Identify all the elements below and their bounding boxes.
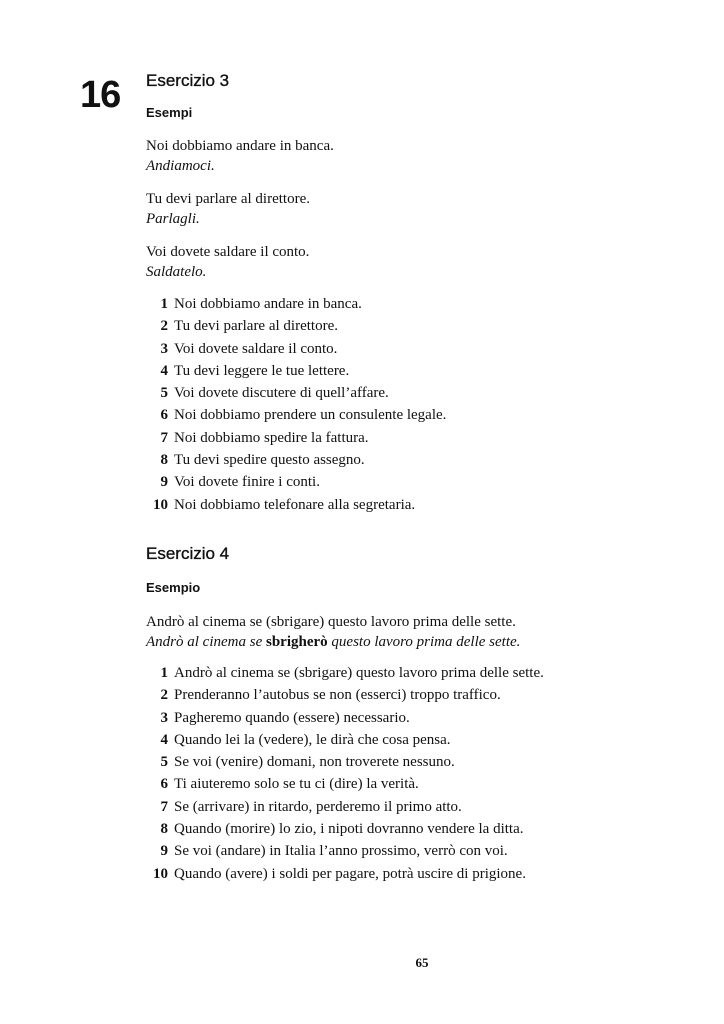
item-number: 10: [153, 496, 168, 513]
exercise-3-list: [146, 293, 666, 516]
item-number: 9: [160, 843, 168, 860]
item-text: Tu devi parlare al direttore.: [174, 318, 338, 335]
list-item: [146, 796, 666, 818]
list-item: [146, 315, 666, 337]
exercise-4-subtitle: Esempio: [146, 579, 201, 595]
item-text: Se voi (andare) in Italia l’anno prossimo, verrò con voi.: [174, 843, 508, 860]
item-text: Andrò al cinema se (sbrigare) questo lavoro prima delle sette.: [174, 664, 544, 681]
exercise-4: [146, 543, 666, 885]
example-answer: Andiamoci.: [146, 158, 215, 174]
list-item: [146, 338, 666, 360]
exercise-3-title: Esercizio 3: [146, 71, 230, 90]
item-number: 3: [160, 709, 168, 726]
list-item: [146, 707, 666, 729]
list-item: [146, 293, 666, 315]
exercise-3: [146, 70, 666, 516]
item-number: 4: [160, 731, 168, 748]
unit-number: 16: [80, 74, 121, 116]
item-text: Noi dobbiamo prendere un consulente legale.: [174, 407, 447, 424]
example-answer: Saldatelo.: [146, 264, 207, 280]
item-text: Noi dobbiamo telefonare alla segretaria.: [174, 496, 416, 513]
list-item: [146, 427, 666, 449]
item-text: Tu devi leggere le tue lettere.: [174, 362, 350, 379]
example-1: [146, 136, 666, 176]
item-number: 8: [160, 452, 168, 469]
exercise-4-title: Esercizio 4: [146, 543, 230, 563]
example-answer-after: questo lavoro prima delle sette.: [327, 633, 521, 650]
example-prompt: Andrò al cinema se (sbrigare) questo lavoro prima delle sette.: [146, 613, 516, 630]
item-number: 2: [160, 318, 168, 335]
example-2: [146, 189, 666, 229]
item-number: 2: [160, 687, 168, 704]
item-text: Quando (avere) i soldi per pagare, potrà uscire di prigione.: [174, 865, 526, 882]
item-text: Voi dovete finire i conti.: [174, 474, 320, 491]
list-item: [146, 863, 666, 885]
item-number: 7: [160, 798, 168, 815]
example-prompt: Tu devi parlare al direttore.: [146, 191, 310, 207]
example-answer-before: Andrò al cinema se: [146, 633, 266, 650]
item-text: Ti aiuteremo solo se tu ci (dire) la verità.: [174, 776, 419, 793]
list-item: [146, 382, 666, 404]
item-text: Voi dovete saldare il conto.: [174, 340, 338, 357]
list-item: [146, 840, 666, 862]
item-text: Se (arrivare) in ritardo, perderemo il primo atto.: [174, 798, 462, 815]
exercise-3-subtitle: Esempi: [146, 105, 193, 120]
example-answer: [146, 632, 666, 652]
item-number: 3: [160, 340, 168, 357]
example-prompt: Noi dobbiamo andare in banca.: [146, 138, 334, 154]
item-number: 6: [160, 407, 168, 424]
exercise-4-list: [146, 662, 666, 885]
item-number: 9: [160, 474, 168, 491]
list-item: [146, 449, 666, 471]
exercise-3-examples: [146, 136, 666, 282]
item-text: Quando lei la (vedere), le dirà che cosa pensa.: [174, 731, 451, 748]
list-item: [146, 494, 666, 516]
item-number: 1: [160, 664, 168, 681]
item-number: 4: [160, 362, 168, 379]
exercise-4-example: [146, 612, 666, 652]
item-text: Tu devi spedire questo assegno.: [174, 452, 365, 469]
page-content: [146, 70, 666, 885]
example-3: [146, 242, 666, 282]
item-number: 6: [160, 776, 168, 793]
list-item: [146, 729, 666, 751]
item-text: Se voi (venire) domani, non troverete nessuno.: [174, 754, 455, 771]
list-item: [146, 404, 666, 426]
list-item: [146, 818, 666, 840]
list-item: [146, 751, 666, 773]
item-number: 8: [160, 821, 168, 838]
page-number: 65: [415, 955, 429, 970]
item-text: Quando (morire) lo zio, i nipoti dovranno vendere la ditta.: [174, 821, 524, 838]
example-answer-bold: sbrigherò: [265, 633, 328, 650]
list-item: [146, 360, 666, 382]
item-number: 7: [160, 429, 168, 446]
item-text: Noi dobbiamo andare in banca.: [174, 296, 362, 312]
item-text: Voi dovete discutere di quell’affare.: [174, 385, 389, 402]
item-text: Prenderanno l’autobus se non (esserci) troppo traffico.: [174, 687, 501, 704]
item-text: Pagheremo quando (essere) necessario.: [174, 709, 410, 726]
item-number: 1: [160, 296, 168, 312]
example-answer: Parlagli.: [146, 211, 200, 227]
list-item: [146, 684, 666, 706]
item-number: 10: [153, 865, 168, 882]
list-item: [146, 773, 666, 795]
item-number: 5: [160, 754, 168, 771]
list-item: [146, 471, 666, 493]
item-number: 5: [160, 385, 168, 402]
list-item: [146, 662, 666, 684]
example-prompt: Voi dovete saldare il conto.: [146, 244, 310, 260]
item-text: Noi dobbiamo spedire la fattura.: [174, 429, 369, 446]
